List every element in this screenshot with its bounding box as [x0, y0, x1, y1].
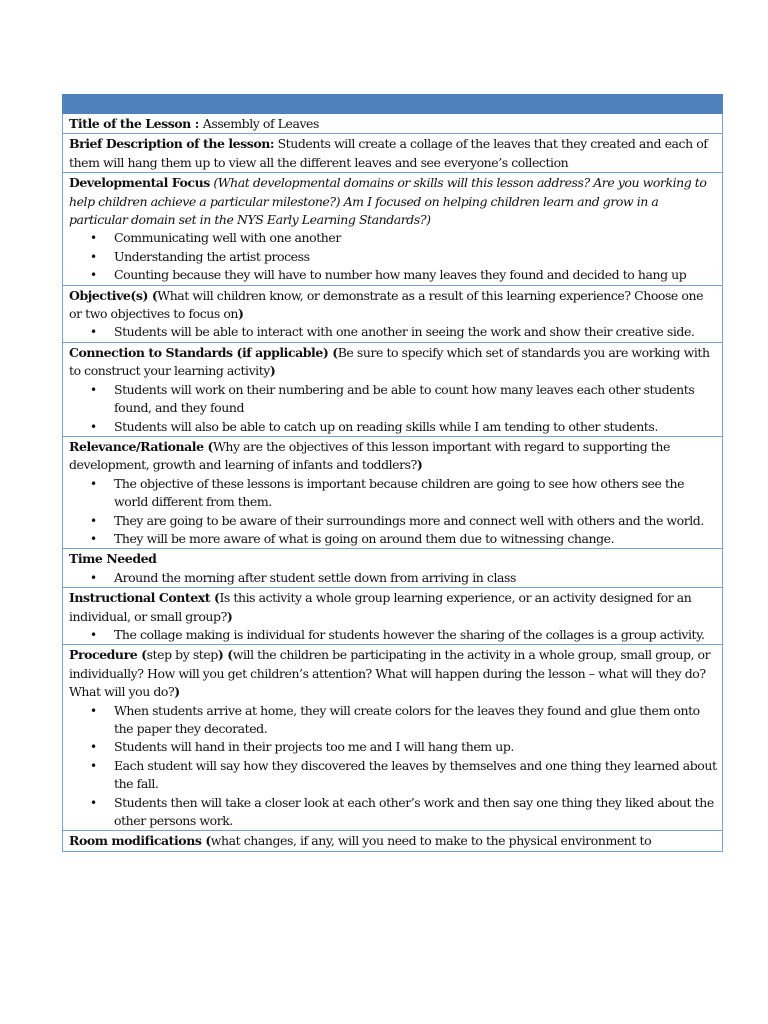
objectives-cell	[63, 285, 723, 342]
context-list	[69, 626, 717, 644]
procedure-mid: ) (	[217, 647, 233, 663]
list-item: • Students will also be able to catch up on reading skills while I am tending to other students.	[114, 418, 717, 436]
row-room-modifications	[63, 831, 723, 851]
time-label: Time Needed	[69, 551, 157, 567]
list-item: • Counting because they will have to number how many leaves they found and decided to hang up	[114, 266, 717, 284]
relevance-cell	[63, 436, 723, 548]
list-item: • When students arrive at home, they will create colors for the leaves they found and glue them onto the paper they decorated.	[114, 702, 717, 739]
objectives-label: Objective(s) (	[69, 287, 158, 303]
relevance-prompt: Why are the objectives of this lesson important with regard to supporting the development, growth and learning of infants and toddlers?	[69, 438, 670, 473]
relevance-label: Relevance/Rationale (	[69, 438, 213, 454]
objectives-prompt: What will children know, or demonstrate as a result of this learning experience? Choose one or two objectives to focus on	[69, 287, 704, 322]
room-label: Room modifications (	[69, 833, 211, 849]
list-item: • Students will be able to interact with one another in seeing the work and show their creative side.	[114, 323, 717, 341]
list-item: • Students will work on their numbering and be able to count how many leaves each other students found, and they found	[114, 381, 717, 418]
procedure-label: Procedure (	[69, 647, 147, 663]
context-label: Instructional Context (	[69, 590, 220, 606]
standards-prompt: Be sure to specify which set of standards you are working with to construct your learning activity	[69, 344, 710, 379]
context-close: )	[226, 608, 233, 624]
context-cell	[63, 588, 723, 645]
title-cell	[63, 114, 723, 134]
context-prompt: Is this activity a whole group learning experience, or an activity designed for an individual, or small group?	[69, 590, 692, 624]
row-description	[63, 134, 723, 173]
list-item: • Communicating well with one another	[114, 229, 717, 247]
list-item: • They are going to be aware of their surroundings more and connect well with others and the world.	[114, 512, 717, 530]
list-item: • Students then will take a closer look at each other’s work and then say one thing they liked about the other persons work.	[114, 794, 717, 831]
focus-cell	[63, 173, 723, 285]
room-prompt: what changes, if any, will you need to make to the physical environment to	[210, 833, 652, 849]
time-list	[69, 569, 717, 587]
description-value: Students will create a collage of the leaves that they created and each of them will hang them up to view all the different leaves and see everyone’s collection	[69, 136, 708, 170]
focus-prompt: (What developmental domains or skills will this lesson address? Are you working to help children achieve a particular milestone?) Am I focused on helping children learn and grow in a particular domain set in the NYS Early Learning Standards?)	[69, 175, 707, 228]
row-title	[63, 114, 723, 134]
row-procedure	[63, 645, 723, 831]
objectives-close: )	[238, 306, 244, 322]
header-cell	[63, 95, 723, 114]
standards-list	[69, 381, 717, 436]
standards-cell	[63, 342, 723, 436]
row-instructional-context	[63, 588, 723, 645]
focus-list	[69, 229, 717, 284]
procedure-close: )	[174, 684, 180, 700]
relevance-close: )	[416, 457, 423, 473]
list-item: • They will be more aware of what is going on around them due to witnessing change.	[114, 530, 717, 548]
time-cell	[63, 549, 723, 588]
table-header-bar	[63, 95, 723, 114]
list-item: • The collage making is individual for students however the sharing of the collages is a group activity.	[114, 626, 717, 644]
description-cell	[63, 134, 723, 173]
row-relevance	[63, 436, 723, 548]
room-cell	[63, 831, 723, 851]
focus-label: Developmental Focus	[69, 175, 210, 191]
list-item: • Around the morning after student settle down from arriving in class	[114, 569, 717, 587]
row-standards	[63, 342, 723, 436]
relevance-list	[69, 475, 717, 549]
procedure-cell	[63, 645, 723, 831]
title-label: Title of the Lesson :	[69, 116, 203, 131]
list-item: • The objective of these lessons is important because children are going to see how others see the world different from them.	[114, 475, 717, 512]
list-item: • Students will hand in their projects too me and I will hang them up.	[114, 738, 717, 756]
standards-label: Connection to Standards (if applicable) (	[69, 344, 338, 360]
list-item: • Each student will say how they discovered the leaves by themselves and one thing they learned about the fall.	[114, 757, 717, 794]
description-label: Brief Description of the lesson:	[69, 136, 275, 152]
title-value: Assembly of Leaves	[202, 116, 319, 131]
standards-close: )	[269, 363, 276, 379]
procedure-list	[69, 702, 717, 831]
lesson-plan-table	[62, 94, 723, 852]
row-developmental-focus	[63, 173, 723, 285]
row-objectives	[63, 285, 723, 342]
procedure-prompt-2: will the children be participating in the activity in a whole group, small group, or individually? How will you get children’s attention? What will happen during the lesson – what will they do? What will you do?	[69, 647, 711, 700]
objectives-list	[69, 323, 717, 341]
row-time-needed	[63, 549, 723, 588]
list-item: • Understanding the artist process	[114, 248, 717, 266]
procedure-prompt-1: step by step	[146, 647, 218, 663]
